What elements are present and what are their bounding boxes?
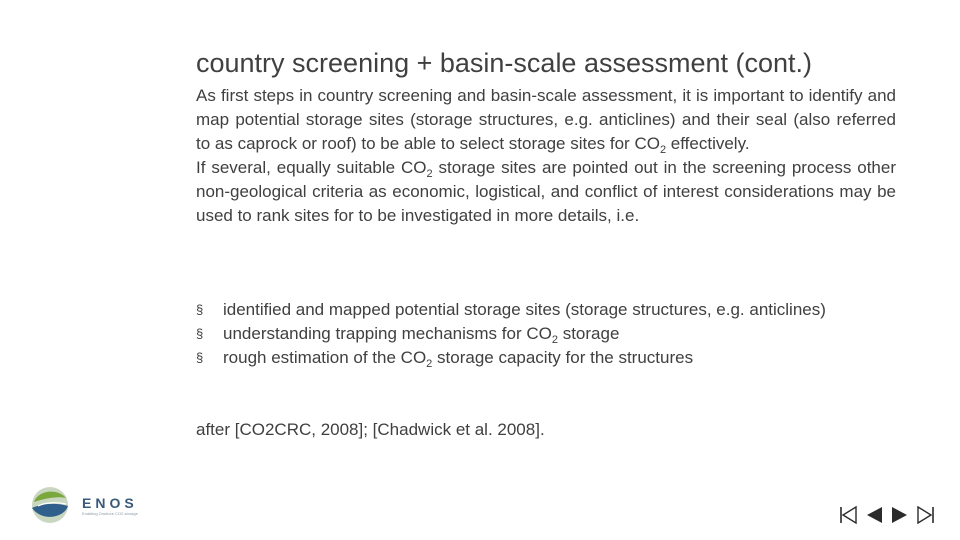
next-slide-icon[interactable] [890, 505, 910, 525]
first-slide-icon[interactable] [838, 505, 858, 525]
previous-slide-icon[interactable] [864, 505, 884, 525]
logo-name: ENOS [82, 495, 138, 511]
subscript: 2 [426, 168, 433, 180]
last-slide-icon[interactable] [916, 505, 936, 525]
paragraph-1-text-end: effectively. [666, 134, 750, 153]
paragraph-1 [196, 84, 896, 156]
list-item-text-end: storage [557, 324, 620, 343]
paragraph-2-text: If several, equally suitable CO [196, 158, 427, 177]
subscript: 2 [551, 334, 558, 346]
paragraph-2-text-end: storage sites are pointed out in the screening process other non-geological criteria as economic, logistical, and conflict of interest considerations may be used to rank sites for to be investigated in more details, i.e. [196, 158, 896, 225]
list-item-text: understanding trapping mechanisms for CO [223, 324, 552, 343]
list-item [196, 298, 896, 322]
list-item [196, 322, 896, 346]
logo-tagline: Enabling Onshore CO2 storage [82, 511, 138, 516]
slide-navigation [838, 505, 936, 527]
list-item-text: identified and mapped potential storage sites (storage structures, e.g. anticlines) [223, 300, 826, 319]
list-item [196, 346, 896, 370]
slide-body [196, 84, 896, 228]
list-item-text-end: storage capacity for the structures [432, 348, 694, 367]
paragraph-2 [196, 156, 896, 228]
list-item-text: rough estimation of the CO [223, 348, 427, 367]
paragraph-1-text: As first steps in country screening and basin-scale assessment, it is important to identify and map potential storage sites (storage structures, e.g. anticlines) and their seal (also referred to as caprock or roof) to be able to select storage sites for CO [196, 86, 896, 153]
citation: after [CO2CRC, 2008]; [Chadwick et al. 2008]. [196, 420, 545, 439]
slide-title: country screening + basin-scale assessment (cont.) [196, 48, 813, 78]
subscript: 2 [659, 144, 667, 156]
bullet-list [196, 298, 896, 370]
bullet-icon: § [196, 326, 204, 341]
bullet-icon: § [196, 350, 204, 365]
bullet-icon: § [196, 302, 204, 317]
subscript: 2 [426, 358, 433, 370]
